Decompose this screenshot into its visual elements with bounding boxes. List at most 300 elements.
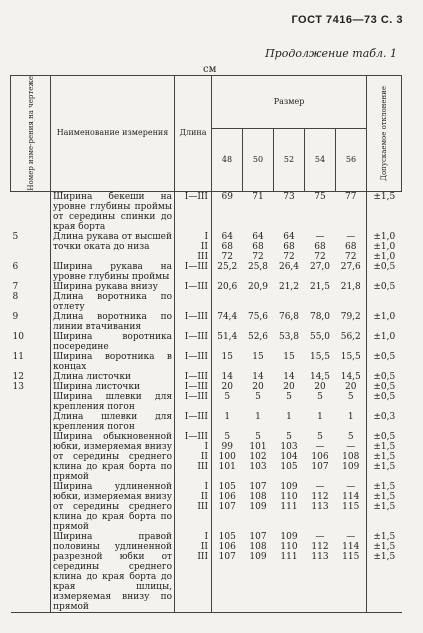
col-size-header: Размер: [212, 76, 367, 129]
tolerance-cell: [367, 482, 402, 532]
size-value-cell: [274, 382, 305, 392]
size-value: 20: [283, 381, 295, 392]
size-value: 25,8: [247, 261, 269, 272]
size-value: 5: [286, 391, 292, 402]
group-label: I—III: [184, 191, 208, 202]
measurement-number: [11, 532, 51, 613]
group-cell: [175, 432, 212, 482]
size-value: 77: [345, 191, 357, 202]
tolerance-cell: [367, 292, 402, 312]
table-row: [11, 292, 402, 312]
size-value-cell: [243, 432, 274, 482]
size-value-cell: [212, 312, 243, 332]
size-value-cell: [274, 432, 305, 482]
size-value-cell: [274, 191, 305, 232]
size-value: 75: [314, 191, 326, 202]
measurement-number: [11, 412, 51, 432]
tolerance-value: ±0,5: [373, 381, 396, 392]
size-value: 14,5: [340, 371, 361, 382]
size-value: 107: [218, 501, 236, 512]
size-value: 76,8: [278, 311, 300, 322]
size-value: 107: [218, 551, 236, 562]
size-value-cell: [336, 432, 367, 482]
group-label: I—III: [184, 391, 208, 402]
size-value: 5: [255, 431, 261, 442]
size-value-cell: [305, 412, 336, 432]
size-value: 101: [218, 461, 236, 472]
tolerance-value: ±1,5: [373, 481, 396, 492]
group-label: III: [197, 461, 208, 472]
size-value: 110: [280, 491, 298, 502]
size-value: —: [315, 531, 325, 542]
group-cell: [175, 532, 212, 613]
size-value-cell: [212, 292, 243, 312]
group-cell: [175, 382, 212, 392]
size-value: 106: [311, 451, 329, 462]
size-value: 111: [280, 551, 298, 562]
measurement-name: Ширина удлиненной юбки, измеряемая внизу от середины среднего клина до края борта по прямой: [51, 482, 175, 532]
size-value: 111: [280, 501, 298, 512]
table-row: [11, 352, 402, 372]
table-row: [11, 532, 402, 613]
measurement-name: Длина шлевки для крепления погон: [51, 412, 175, 432]
tolerance-value: ±1,0: [373, 251, 396, 262]
measurement-name: Ширина правой половины удлиненной разрезной юбки от середины среднего клина до края борта до края шлицы, измеряемая внизу по прямой: [51, 532, 175, 613]
size-value: 27,0: [309, 261, 331, 272]
size-value-cell: [336, 392, 367, 412]
size-value: 20: [314, 381, 326, 392]
tolerance-value: ±0,3: [373, 411, 396, 422]
size-value-cell: [243, 232, 274, 262]
size-value: 108: [249, 541, 267, 552]
size-value-cell: [305, 282, 336, 292]
size-value: 1: [286, 411, 292, 422]
group-label: II: [200, 541, 208, 552]
size-value: 109: [342, 461, 360, 472]
size-value: 74,4: [217, 311, 238, 322]
group-cell: [175, 412, 212, 432]
measurement-number: 13: [11, 382, 51, 392]
measurement-number: [11, 392, 51, 412]
size-value-cell: [274, 392, 305, 412]
page-header: ГОСТ 7416—73 С. 3: [291, 14, 403, 26]
tolerance-cell: [367, 282, 402, 292]
tolerance-value: ±1,5: [373, 451, 396, 462]
size-value: 115: [342, 501, 360, 512]
size-value: 5: [286, 431, 292, 442]
size-value-cell: [274, 332, 305, 352]
size-value-cell: [336, 382, 367, 392]
size-value-cell: [212, 332, 243, 352]
measurement-number: [11, 482, 51, 532]
size-value: 64: [252, 231, 264, 242]
tolerance-cell: [367, 191, 402, 232]
size-value-cell: [336, 482, 367, 532]
measurement-name: Длина воротника по линии втачивания: [51, 312, 175, 332]
size-value: 5: [317, 391, 323, 402]
tolerance-value: ±1,0: [373, 311, 396, 322]
size-value: 114: [342, 541, 360, 552]
size-value: 72: [283, 251, 295, 262]
measurement-number: 12: [11, 372, 51, 382]
size-value-cell: [336, 292, 367, 312]
size-value: 5: [347, 391, 354, 402]
size-value-cell: [243, 312, 274, 332]
tolerance-value: ±1,5: [373, 491, 396, 502]
size-value: 109: [249, 551, 267, 562]
measurement-name: Ширина рукава на уровне глубины проймы: [51, 262, 175, 282]
size-value-cell: [305, 352, 336, 372]
table-row: [11, 372, 402, 382]
group-label: I: [204, 481, 208, 492]
size-value-cell: [212, 232, 243, 262]
size-value-cell: [274, 232, 305, 262]
size-value: 27,6: [340, 261, 361, 272]
tolerance-cell: [367, 262, 402, 282]
size-value: 102: [249, 451, 267, 462]
size-value-cell: [305, 382, 336, 392]
measurement-number: 10: [11, 332, 51, 352]
size-value-cell: [274, 282, 305, 292]
col-group-header: Длина: [175, 76, 212, 192]
group-label: I—III: [184, 411, 208, 422]
size-value-cell: [274, 482, 305, 532]
size-value: 100: [218, 451, 236, 462]
size-value: 15,5: [340, 351, 361, 362]
group-label: I—III: [184, 311, 208, 322]
size-value: 53,8: [278, 331, 300, 342]
tolerance-value: ±1,5: [373, 551, 396, 562]
measurement-number: [11, 432, 51, 482]
size-value-cell: [243, 292, 274, 312]
group-label: I—III: [184, 331, 208, 342]
size-value: 71: [252, 191, 264, 202]
size-value: 64: [221, 231, 233, 242]
size-value: 20,9: [247, 281, 269, 292]
size-value-cell: [305, 191, 336, 232]
measurement-name: Ширина рукава внизу: [51, 282, 175, 292]
group-cell: [175, 392, 212, 412]
table-row: [11, 392, 402, 412]
table-row: [11, 232, 402, 262]
tolerance-cell: [367, 372, 402, 382]
measurements-table: [10, 75, 402, 613]
size-value-cell: [336, 532, 367, 613]
table-row: [11, 332, 402, 352]
size-value-cell: [212, 412, 243, 432]
size-value: 106: [218, 541, 236, 552]
size-value-cell: [305, 262, 336, 282]
size-value-cell: [274, 262, 305, 282]
size-value: 72: [345, 251, 357, 262]
group-label: III: [197, 551, 208, 562]
size-value: 107: [249, 531, 267, 542]
size-value: 101: [249, 441, 267, 452]
size-value: 110: [280, 541, 298, 552]
table-row: [11, 482, 402, 532]
group-label: II: [200, 451, 208, 462]
size-value: 68: [314, 241, 326, 252]
size-value: 25,2: [217, 261, 238, 272]
size-value-cell: [212, 532, 243, 613]
group-label: III: [197, 251, 208, 262]
size-value: —: [346, 231, 356, 242]
measurement-name: Ширина шлевки для крепления погон: [51, 392, 175, 412]
size-value: 106: [218, 491, 236, 502]
table-row: [11, 432, 402, 482]
size-value-cell: [212, 352, 243, 372]
size-value-cell: [243, 352, 274, 372]
tolerance-cell: [367, 312, 402, 332]
size-value-cell: [212, 282, 243, 292]
size-value: 1: [347, 411, 354, 422]
size-value-cell: [336, 372, 367, 382]
size-value: 112: [311, 491, 329, 502]
size-value: 107: [311, 461, 329, 472]
size-value-cell: [243, 532, 274, 613]
size-value: 109: [280, 481, 298, 492]
tolerance-value: ±0,5: [373, 371, 396, 382]
size-value-cell: [243, 382, 274, 392]
measurement-number: 6: [11, 262, 51, 282]
size-value: 20: [345, 381, 357, 392]
size-value: 79,2: [340, 311, 361, 322]
group-label: I—III: [184, 281, 208, 292]
size-value: 14: [283, 371, 295, 382]
col-name-header: Наименование измерения: [51, 76, 175, 192]
size-value-cell: [243, 282, 274, 292]
size-value: 72: [314, 251, 326, 262]
size-value-cell: [243, 191, 274, 232]
size-value-cell: [305, 432, 336, 482]
group-label: I—III: [184, 351, 208, 362]
group-cell: [175, 352, 212, 372]
table-row: [11, 312, 402, 332]
size-value: 109: [280, 531, 298, 542]
size-value: 103: [280, 441, 298, 452]
size-value: 103: [249, 461, 267, 472]
tolerance-value: ±1,5: [373, 531, 396, 542]
measurement-name: Ширина воротника в концах: [51, 352, 175, 372]
size-value: 1: [317, 411, 323, 422]
size-value: 15: [283, 351, 295, 362]
table-row: [11, 262, 402, 282]
size-value: —: [346, 531, 356, 542]
size-value: 21,8: [340, 281, 361, 292]
size-value-cell: [336, 312, 367, 332]
size-value-cell: [305, 482, 336, 532]
size-value: 20: [221, 381, 233, 392]
size-value: 52,6: [247, 331, 269, 342]
size-value: 20,6: [217, 281, 238, 292]
tolerance-cell: [367, 532, 402, 613]
tolerance-value: ±1,0: [373, 331, 396, 342]
size-value: —: [346, 481, 356, 492]
measurement-name: Ширина бекеши на уровне глубины проймы от середины спинки до края борта: [51, 191, 175, 232]
size-value: 21,5: [309, 281, 331, 292]
tolerance-cell: [367, 332, 402, 352]
size-value-cell: [305, 312, 336, 332]
size-48: 48: [212, 129, 243, 191]
size-value: 73: [283, 191, 295, 202]
size-value: 5: [224, 431, 231, 442]
size-value-cell: [243, 482, 274, 532]
group-label: I: [204, 441, 208, 452]
measurement-name: Ширина обыкновенной юбки, измеряемая внизу от середины среднего клина до края борта по прямой: [51, 432, 175, 482]
size-value-cell: [305, 372, 336, 382]
size-value-cell: [274, 412, 305, 432]
size-value: 26,4: [278, 261, 300, 272]
size-value-cell: [305, 392, 336, 412]
size-value-cell: [274, 292, 305, 312]
size-value: 15,5: [309, 351, 331, 362]
table-row: [11, 282, 402, 292]
group-cell: [175, 482, 212, 532]
size-value: 69: [221, 191, 233, 202]
size-value-cell: [305, 232, 336, 262]
tolerance-cell: [367, 352, 402, 372]
size-value-cell: [243, 332, 274, 352]
size-value-cell: [212, 392, 243, 412]
size-value-cell: [305, 332, 336, 352]
size-value: 72: [252, 251, 264, 262]
size-value: —: [315, 231, 325, 242]
tolerance-value: ±0,5: [373, 281, 396, 292]
tolerance-value: ±1,5: [373, 541, 396, 552]
table-row: [11, 191, 402, 232]
size-value: 108: [342, 451, 360, 462]
size-value: 1: [224, 411, 231, 422]
group-cell: [175, 292, 212, 312]
tolerance-cell: [367, 392, 402, 412]
group-cell: [175, 282, 212, 292]
tolerance-cell: [367, 412, 402, 432]
size-value: 68: [283, 241, 295, 252]
group-cell: [175, 232, 212, 262]
size-value: 1: [255, 411, 261, 422]
size-value-cell: [243, 392, 274, 412]
size-value-cell: [212, 432, 243, 482]
size-value: 113: [311, 551, 329, 562]
size-value: 78,0: [309, 311, 331, 322]
size-value: 107: [249, 481, 267, 492]
size-value-cell: [243, 372, 274, 382]
group-label: II: [200, 241, 208, 252]
group-label: I—III: [184, 261, 208, 272]
size-value: 68: [221, 241, 233, 252]
size-value: 56,2: [340, 331, 361, 342]
size-value: 115: [342, 551, 360, 562]
size-value: 5: [255, 391, 261, 402]
size-value: 105: [218, 531, 236, 542]
tolerance-value: ±0,5: [373, 391, 396, 402]
size-value: 114: [342, 491, 360, 502]
size-value-cell: [336, 232, 367, 262]
tolerance-value: ±0,5: [373, 351, 396, 362]
group-cell: [175, 372, 212, 382]
size-value: 108: [249, 491, 267, 502]
tolerance-cell: [367, 382, 402, 392]
size-value: 104: [280, 451, 298, 462]
tolerance-value: ±1,0: [373, 231, 396, 242]
tolerance-cell: [367, 232, 402, 262]
tolerance-cell: [367, 432, 402, 482]
table-body: [11, 191, 402, 612]
size-value: 72: [221, 251, 233, 262]
measurement-number: 8: [11, 292, 51, 312]
size-value: 14: [252, 371, 264, 382]
size-value: 109: [249, 501, 267, 512]
size-value: 14,5: [309, 371, 331, 382]
size-value: —: [315, 481, 325, 492]
size-56: 56: [336, 129, 367, 191]
size-value: 105: [218, 481, 236, 492]
size-value-cell: [212, 191, 243, 232]
group-label: I—III: [184, 381, 208, 392]
measurement-number: [11, 191, 51, 232]
measurement-name: Ширина воротника посередине: [51, 332, 175, 352]
size-value-cell: [274, 372, 305, 382]
size-value: 21,2: [278, 281, 300, 292]
size-value: 99: [221, 441, 233, 452]
size-value: 55,0: [309, 331, 331, 342]
table-row: [11, 412, 402, 432]
group-cell: [175, 262, 212, 282]
size-value-cell: [336, 332, 367, 352]
size-value: 5: [347, 431, 354, 442]
group-label: I—III: [184, 371, 208, 382]
size-value: —: [315, 441, 325, 452]
size-value: —: [346, 441, 356, 452]
size-value-cell: [305, 292, 336, 312]
size-value-cell: [243, 412, 274, 432]
size-value: 15: [252, 351, 264, 362]
size-value-cell: [305, 532, 336, 613]
unit-label: см: [203, 64, 217, 75]
size-value-cell: [212, 482, 243, 532]
size-52: 52: [274, 129, 305, 191]
measurement-name: Ширина листочки: [51, 382, 175, 392]
measurement-name: Длина листочки: [51, 372, 175, 382]
measurement-number: 9: [11, 312, 51, 332]
group-label: I: [204, 531, 208, 542]
group-cell: [175, 332, 212, 352]
size-value: 20: [252, 381, 264, 392]
size-value: 68: [252, 241, 264, 252]
group-label: I—III: [184, 431, 208, 442]
group-label: III: [197, 501, 208, 512]
measurement-number: 5: [11, 232, 51, 262]
measurement-number: 7: [11, 282, 51, 292]
size-value: 105: [280, 461, 298, 472]
table-row: [11, 382, 402, 392]
size-value: 112: [311, 541, 329, 552]
size-value-cell: [336, 412, 367, 432]
size-value-cell: [212, 262, 243, 282]
tolerance-value: ±0,5: [373, 431, 396, 442]
tolerance-value: ±1,5: [373, 501, 396, 512]
size-value: 113: [311, 501, 329, 512]
group-cell: [175, 312, 212, 332]
measurement-number: 11: [11, 352, 51, 372]
group-label: I: [204, 231, 208, 242]
size-value-cell: [336, 191, 367, 232]
size-value: 68: [345, 241, 357, 252]
table-continuation-label: Продолжение табл. 1: [265, 47, 397, 60]
size-50: 50: [243, 129, 274, 191]
size-value-cell: [274, 312, 305, 332]
size-value: 15: [221, 351, 233, 362]
